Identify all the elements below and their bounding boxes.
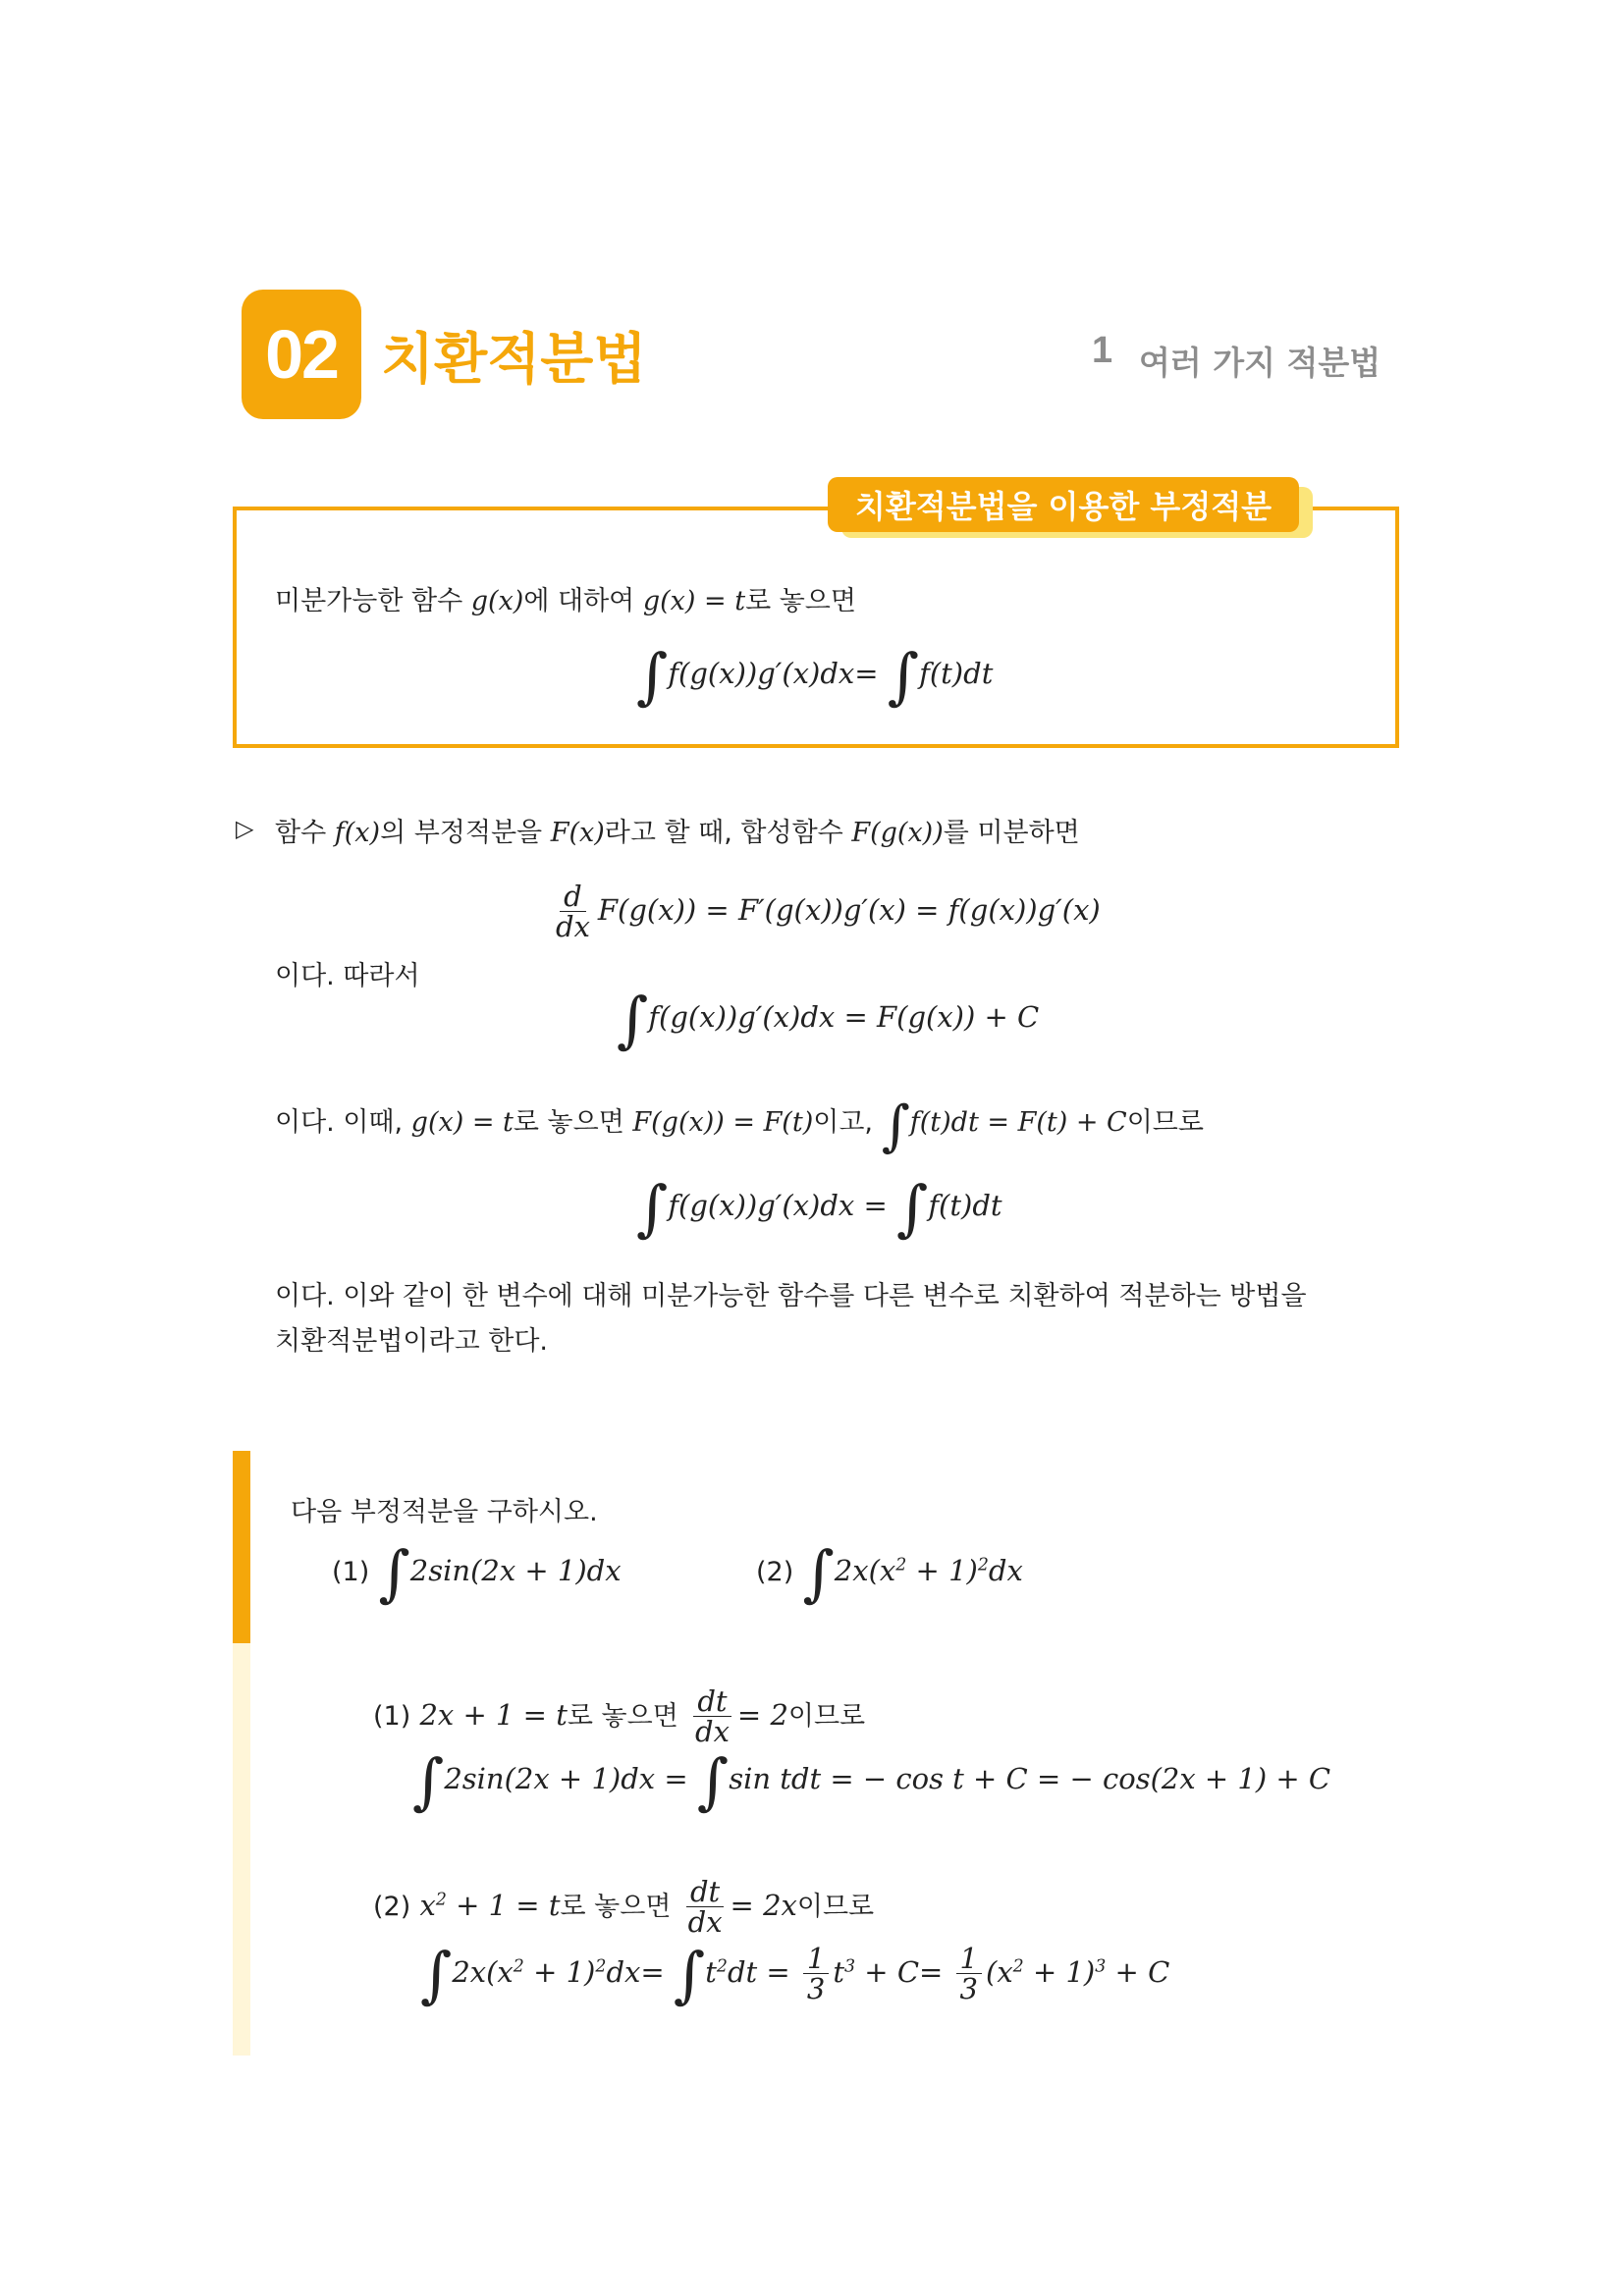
frac-num: dt <box>686 1877 724 1907</box>
solution-2-line <box>373 1877 874 1938</box>
section-number: 1 <box>1092 330 1113 371</box>
equation-3 <box>636 1172 1002 1244</box>
solution-1-equation <box>412 1745 1331 1817</box>
problem-1 <box>332 1537 622 1609</box>
problem-1-expr: 2sin(2x + 1)dx <box>409 1554 622 1587</box>
s2-sup: 3 <box>844 1956 856 1977</box>
expl-equality: F(g(x)) = F(t) <box>632 1107 814 1138</box>
def-substitution: g(x) = t <box>642 586 746 616</box>
s2-sub: x <box>419 1888 436 1922</box>
p2-part: dx <box>988 1554 1023 1587</box>
s1-val: = 2 <box>736 1697 788 1732</box>
s2-eq: t <box>705 1954 717 1989</box>
s2-eq: + C= <box>855 1954 944 1989</box>
s2-eq: + 1) <box>1023 1954 1096 1989</box>
frac-num: dt <box>693 1686 731 1717</box>
integral-sign: ∫ <box>696 1745 730 1817</box>
frac-num: 1 <box>956 1944 982 1974</box>
integral-sign: ∫ <box>802 1537 835 1609</box>
integral-sign: ∫ <box>617 984 649 1055</box>
s2-fraction <box>684 1877 727 1938</box>
def-gx: g(x) <box>470 586 524 616</box>
s2-label: (2) <box>373 1891 411 1922</box>
expl-text: 를 미분하면 <box>943 818 1080 848</box>
explanation-line-3 <box>275 1095 1204 1158</box>
expl-text: 함수 <box>275 818 327 848</box>
equation-2-body: f(g(x))g′(x)dx = F(g(x)) + C <box>648 1000 1040 1034</box>
derivative-fraction <box>552 881 594 942</box>
s2-eq: t <box>833 1954 845 1989</box>
frac-den: 3 <box>806 1972 826 2006</box>
definition-tag: 치환적분법을 이용한 부정적분 <box>828 477 1299 532</box>
s2-eq: dt = <box>727 1954 790 1989</box>
expl-substitution: g(x) = t <box>410 1107 514 1138</box>
expl-Fx: F(x) <box>550 818 605 848</box>
p2-sup: 2 <box>895 1555 907 1575</box>
problem-2-label: (2) <box>756 1557 794 1587</box>
s2-val: = 2x <box>730 1888 797 1922</box>
problem-2 <box>756 1537 1023 1609</box>
chapter-number-badge: 02 <box>242 290 361 419</box>
explanation-line-2: 이다. 따라서 <box>275 961 420 991</box>
s1-text: 로 놓으면 <box>567 1700 678 1732</box>
expl-text: 이고, <box>813 1107 873 1138</box>
chapter-title: 치환적분법 <box>381 328 647 392</box>
s1-eq-left: 2sin(2x + 1)dx = <box>444 1762 688 1795</box>
integral-sign: ∫ <box>673 1938 706 2010</box>
solution-1-line <box>373 1686 865 1747</box>
s2-sup: 2 <box>513 1956 524 1977</box>
expl-text: 의 부정적분을 <box>380 818 543 848</box>
frac-num: d <box>560 881 586 912</box>
equation-3-right: f(t)dt <box>928 1189 1002 1222</box>
s2-eq: + C <box>1106 1954 1170 1989</box>
def-text-2: 에 대하여 <box>523 586 635 616</box>
s2-eq: + 1) <box>523 1954 596 1989</box>
solution-2-equation <box>420 1938 1170 2010</box>
example-bar <box>233 1451 250 1643</box>
s2-eq: 2x(x <box>452 1954 514 1989</box>
s2-sub: + 1 = t <box>446 1888 561 1922</box>
def-formula-left: f(g(x))g′(x)dx= <box>668 657 879 690</box>
integral-sign: ∫ <box>378 1537 410 1609</box>
s1-end: 이므로 <box>787 1700 866 1732</box>
problem-1-label: (1) <box>332 1557 370 1587</box>
s2-end: 이므로 <box>796 1891 875 1922</box>
frac-num: 1 <box>803 1944 829 1974</box>
def-text-3: 로 놓으면 <box>745 586 856 616</box>
s2-frac-1 <box>803 1944 829 2004</box>
s2-sup: 2 <box>716 1956 728 1977</box>
expl-fx: f(x) <box>334 818 381 848</box>
definition-line <box>275 579 856 617</box>
s2-sup: 3 <box>1095 1956 1107 1977</box>
example-prompt: 다음 부정적분을 구하시오. <box>291 1497 598 1527</box>
s2-sup: 2 <box>1012 1956 1024 1977</box>
s2-sup: 2 <box>435 1890 447 1910</box>
expl-text: 로 놓으면 <box>513 1107 624 1138</box>
integral-sign: ∫ <box>412 1745 445 1817</box>
s1-sub: 2x + 1 = t <box>419 1697 568 1732</box>
expl-text: 이다. 이때, <box>275 1107 404 1138</box>
integral-sign: ∫ <box>887 640 920 712</box>
solution-bar <box>233 1643 250 2056</box>
p2-sup: 2 <box>977 1555 989 1575</box>
frac-den: 3 <box>959 1972 978 2006</box>
p2-part: 2x(x <box>834 1554 896 1587</box>
definition-formula <box>636 640 994 712</box>
s2-eq: (x <box>986 1954 1013 1989</box>
derivative-equation <box>548 881 1101 942</box>
section-title: 여러 가지 적분법 <box>1139 344 1381 382</box>
s1-fraction <box>691 1686 733 1747</box>
integral-sign: ∫ <box>636 1172 669 1244</box>
expl-integral: f(t)dt = F(t) + C <box>909 1107 1127 1138</box>
integral-sign: ∫ <box>881 1095 910 1158</box>
explanation-line-4: 이다. 이와 같이 한 변수에 대해 미분가능한 함수를 다른 변수로 치환하여 적분하는 방법을 <box>275 1281 1307 1311</box>
s2-frac-2 <box>956 1944 982 2004</box>
s1-label: (1) <box>373 1700 411 1732</box>
expl-text: 이므로 <box>1126 1107 1204 1138</box>
s1-eq-right: sin tdt = − cos t + C = − cos(2x + 1) + C <box>729 1762 1331 1795</box>
expl-text: 라고 할 때, 합성함수 <box>604 818 843 848</box>
s2-text: 로 놓으면 <box>560 1891 672 1922</box>
p2-part: + 1) <box>906 1554 978 1587</box>
integral-sign: ∫ <box>420 1938 453 2010</box>
frac-den: dx <box>695 1715 730 1749</box>
equation-3-left: f(g(x))g′(x)dx = <box>668 1189 888 1222</box>
triangle-marker-icon: ▷ <box>236 815 254 842</box>
derivative-rest: F(g(x)) = F′(g(x))g′(x) = f(g(x))g′(x) <box>597 892 1101 927</box>
s2-eq: dx= <box>606 1954 665 1989</box>
integral-sign: ∫ <box>896 1172 929 1244</box>
definition-box <box>233 507 1399 748</box>
equation-2 <box>617 984 1040 1055</box>
frac-den: dx <box>556 910 590 944</box>
def-text-1: 미분가능한 함수 <box>275 586 463 616</box>
expl-Fgx: F(g(x)) <box>851 818 944 848</box>
def-formula-right: f(t)dt <box>919 657 994 690</box>
explanation-line-5: 치환적분법이라고 한다. <box>275 1326 548 1357</box>
s2-sup: 2 <box>595 1956 607 1977</box>
integral-sign: ∫ <box>636 640 669 712</box>
explanation-line-1 <box>275 811 1080 849</box>
frac-den: dx <box>687 1905 723 1940</box>
